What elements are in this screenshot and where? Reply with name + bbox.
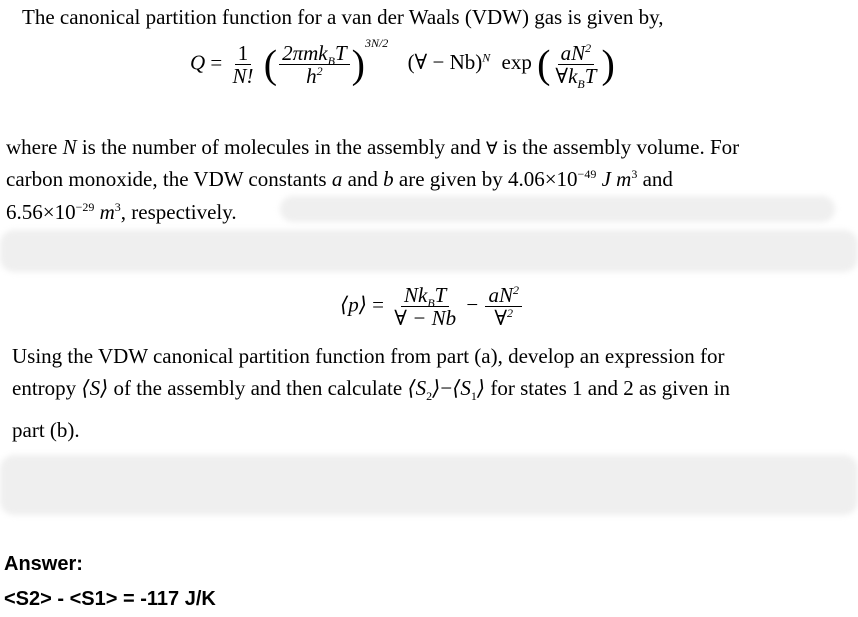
exp-label: exp bbox=[501, 50, 532, 75]
p2-text-c: are given by 4.06×10 bbox=[393, 167, 578, 191]
p3-text-a: 6.56×10 bbox=[6, 200, 76, 224]
answer-label: Answer: bbox=[4, 553, 83, 575]
exp-denominator: ∀k bbox=[555, 64, 578, 88]
q2-text-b: of the assembly and then calculate bbox=[108, 376, 408, 400]
exp-kb-subscript: B bbox=[577, 77, 585, 92]
redaction-smear-3 bbox=[0, 455, 858, 515]
p2-text-b: and bbox=[342, 167, 384, 191]
intro-text: The canonical partition function for a van der Waals (VDW) gas is given by, bbox=[22, 5, 664, 29]
question-line-2 bbox=[12, 375, 731, 404]
exp-numerator: aN bbox=[560, 41, 586, 65]
term1-denominator: ∀ − Nb bbox=[394, 306, 457, 330]
s1-close: ⟩ bbox=[476, 376, 486, 400]
q2-text-a: entropy bbox=[12, 376, 82, 400]
thermal-t: T bbox=[334, 41, 347, 65]
term2-numerator-power: 2 bbox=[512, 283, 519, 297]
thermal-denominator: h bbox=[306, 64, 317, 88]
a-exponent: −49 bbox=[577, 167, 597, 181]
exp-numerator-power: 2 bbox=[585, 41, 592, 55]
answer-value: <S2> - <S1> = -117 J/K bbox=[4, 588, 216, 610]
p2-text-d: and bbox=[637, 167, 673, 191]
term2-denominator: ∀ bbox=[494, 306, 508, 330]
thermal-numerator: 2πmk bbox=[282, 41, 328, 65]
volume-term: (∀ − Nb) bbox=[407, 50, 483, 75]
p1-text-c: is the assembly volume. For bbox=[497, 135, 740, 159]
paragraph-line-1 bbox=[6, 134, 739, 162]
volume-symbol: ∀ bbox=[486, 139, 498, 159]
p1-text-b: is the number of molecules in the assembly and bbox=[76, 135, 486, 159]
q-symbol: Q bbox=[190, 50, 206, 75]
q2-minus: − bbox=[440, 376, 453, 400]
thermal-power: 3N/2 bbox=[364, 36, 389, 51]
a-unit: J m bbox=[596, 167, 632, 191]
n-symbol: N bbox=[62, 135, 77, 159]
b-unit: m bbox=[94, 200, 115, 224]
s2-symbol: ⟨S bbox=[407, 376, 427, 400]
redaction-smear-2 bbox=[0, 230, 858, 272]
question-line-1: Using the VDW canonical partition function from part (a), develop an expression for bbox=[12, 344, 725, 368]
b-exponent: −29 bbox=[75, 200, 95, 214]
a-unit-power: 3 bbox=[631, 167, 638, 181]
s1-subscript: 1 bbox=[470, 389, 477, 404]
thermal-denominator-power: 2 bbox=[316, 64, 323, 78]
s1-symbol: ⟨S bbox=[452, 376, 471, 400]
exp-t: T bbox=[584, 64, 597, 88]
p3-text-b: , respectively. bbox=[120, 200, 237, 224]
partition-function-equation: Q = $\frac{1}{N!}$ ( $\frac{2\pi mk_BT}{h^2}$ )$^{3N/2}$ (∀ − Nb)$^N$ exp ( $\frac{aN^2}{\forall k_BT}$ ) bbox=[190, 36, 615, 92]
pressure-equation: ⟨p⟩ = $\frac{Nk_BT}{\forall - Nb}$ − $\frac{aN^2}{\forall^2}$ bbox=[340, 284, 524, 329]
b-symbol: b bbox=[383, 167, 394, 191]
term1-kb-subscript: B bbox=[427, 296, 435, 311]
term1-numerator: Nk bbox=[403, 283, 428, 307]
p2-text-a: carbon monoxide, the VDW constants bbox=[6, 167, 332, 191]
term2-numerator: aN bbox=[488, 283, 513, 307]
s2-close: ⟩ bbox=[432, 376, 441, 400]
volume-power: N bbox=[482, 50, 491, 65]
term1-t: T bbox=[434, 283, 447, 307]
coef-fraction bbox=[230, 42, 257, 87]
thermal-fraction bbox=[279, 42, 350, 87]
coef-denominator: N! bbox=[232, 64, 254, 88]
paragraph-line-3 bbox=[6, 199, 237, 225]
pressure-symbol: ⟨p⟩ bbox=[340, 292, 367, 317]
q2-text-c: for states 1 and 2 as given in bbox=[485, 376, 731, 400]
s2-subscript: 2 bbox=[426, 389, 433, 404]
pressure-term-1 bbox=[391, 284, 459, 329]
a-symbol: a bbox=[331, 167, 343, 191]
redaction-smear-1 bbox=[280, 196, 835, 222]
pressure-minus: − bbox=[466, 292, 479, 317]
term2-denominator-power: 2 bbox=[507, 306, 514, 320]
paragraph-line-2 bbox=[6, 166, 673, 192]
entropy-symbol: ⟨S⟩ bbox=[81, 376, 109, 400]
question-line-3: part (b). bbox=[12, 418, 80, 442]
exp-fraction bbox=[552, 41, 599, 92]
coef-numerator: 1 bbox=[235, 42, 252, 65]
thermal-kb-subscript: B bbox=[327, 54, 335, 69]
pressure-term-2 bbox=[485, 284, 522, 329]
p1-text-a: where bbox=[6, 135, 63, 159]
b-unit-power: 3 bbox=[114, 200, 121, 214]
